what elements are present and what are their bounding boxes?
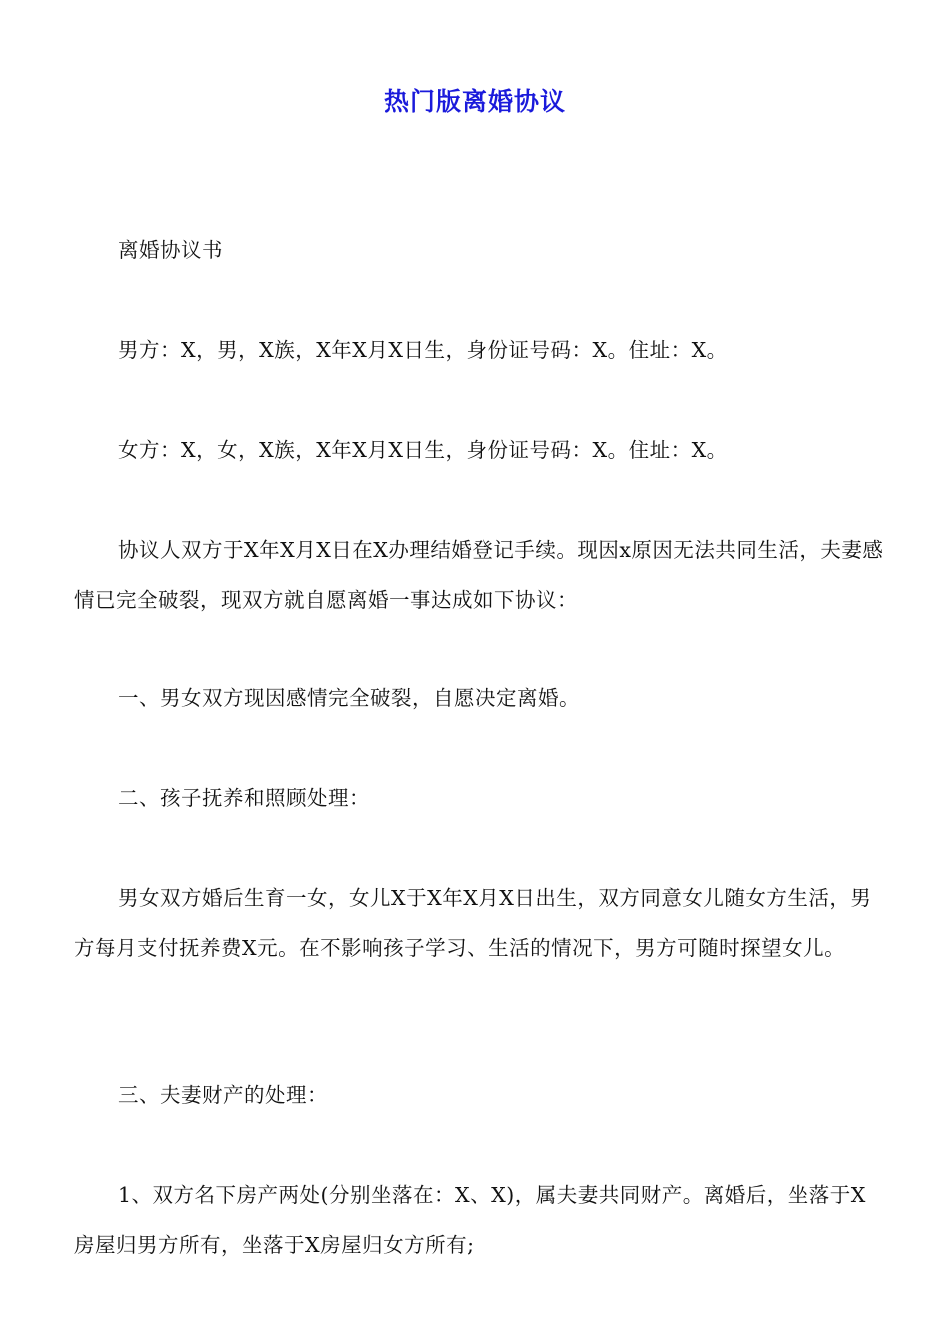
paragraph-clause-2-heading: 二、孩子抚养和照顾处理： — [118, 786, 370, 810]
paragraph-female-party: 女方：X，女，X族，X年X月X日生，身份证号码：X。住址：X。 — [118, 438, 728, 462]
document-title: 热门版离婚协议 — [383, 87, 566, 116]
paragraph-clause-3-heading: 三、夫妻财产的处理： — [118, 1083, 328, 1107]
paragraph-clause-1: 一、男女双方现因感情完全破裂，自愿决定离婚。 — [118, 686, 580, 710]
paragraph-preamble: 协议人双方于X年X月X日在X办理结婚登记手续。现因x原因无法共同生活，夫妻感情已完全破裂，现双方就自愿离婚一事达成如下协议： — [74, 538, 884, 612]
paragraph-property-1: 1、双方名下房产两处(分别坐落在：X、X)，属夫妻共同财产。离婚后，坐落于X房屋归男方所有，坐落于X房屋归女方所有; — [74, 1183, 866, 1257]
paragraph-male-party: 男方：X，男，X族，X年X月X日生，身份证号码：X。住址：X。 — [118, 338, 728, 362]
paragraph-child-custody: 男女双方婚后生育一女，女儿X于X年X月X日出生，双方同意女儿随女方生活，男方每月支付抚养费X元。在不影响孩子学习、生活的情况下，男方可随时探望女儿。 — [74, 886, 872, 960]
paragraph-heading: 离婚协议书 — [118, 238, 223, 262]
